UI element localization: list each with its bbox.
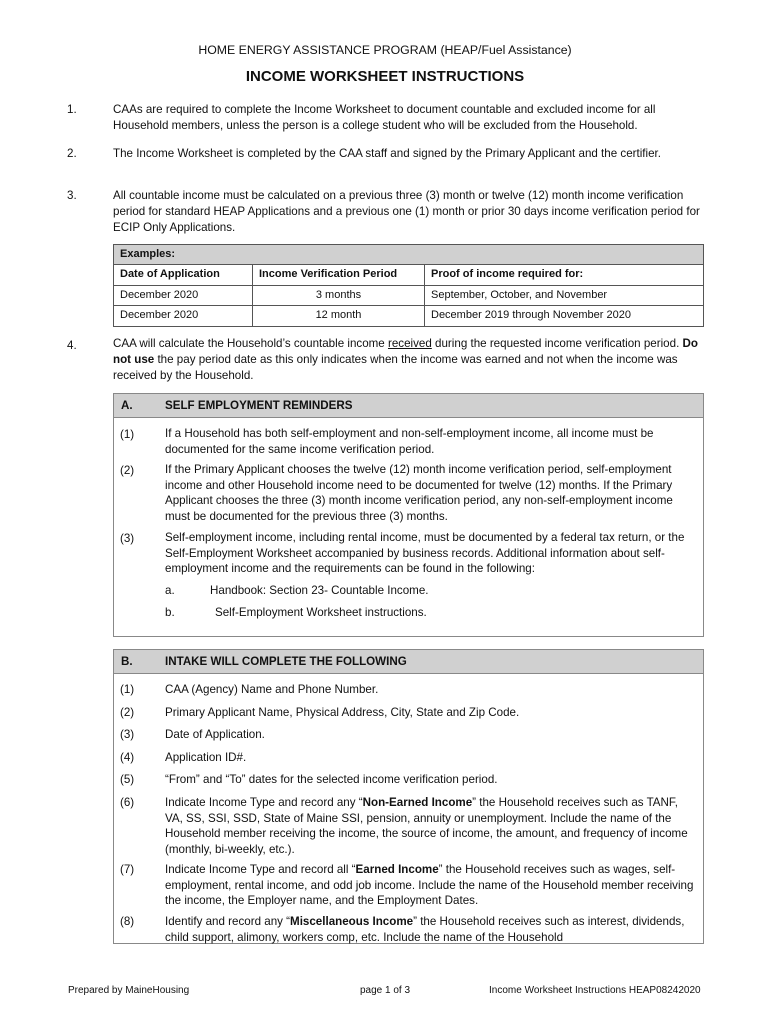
examples-table [113, 244, 704, 327]
item-number: 3. [67, 189, 77, 202]
list-item: Date of Application. [165, 728, 265, 741]
section-a-box [113, 393, 704, 637]
column-header: Proof of income required for: [431, 268, 584, 280]
list-item: Indicate Income Type and record all “Earned Income” the Household receives such as wages, self-employment, rental income, and odd job income. Include the name of the Household member receiving the income, the Employer name, and the Employment Dates. [165, 863, 694, 908]
table-header-row [114, 265, 703, 285]
column-header: Date of Application [114, 265, 253, 285]
column-header: Income Verification Period [253, 265, 425, 285]
sub-item: Handbook: Section 23- Countable Income. [210, 584, 429, 597]
section-b-box [113, 649, 704, 944]
section-letter: A. [121, 399, 133, 412]
item-number: 1. [67, 103, 77, 116]
list-item: If the Primary Applicant chooses the twelve (12) month income verification period, self-employment income and other Household income need to be documented for twelve (12) months. If the Primary Applicant chooses the three (3) month income verification period, any non-self-employment income must be documented for the previous three (3) months. [165, 463, 673, 523]
table-row [114, 305, 703, 326]
item-text: All countable income must be calculated on a previous three (3) month or twelve (12) month income verification period for standard HEAP Applications and a previous one (1) month or prior 30 days income verification period for ECIP Only Applications. [113, 189, 700, 234]
sub-letter: b. [165, 606, 175, 619]
list-number: (3) [120, 532, 135, 545]
item-text: CAAs are required to complete the Income Worksheet to document countable and excluded income for all Household members, unless the person is a college student who will be excluded from the Household. [113, 103, 656, 132]
list-number: (1) [120, 683, 135, 696]
section-heading: INTAKE WILL COMPLETE THE FOLLOWING [165, 655, 407, 668]
section-a-header [114, 394, 703, 418]
table-cell: 3 months [253, 286, 425, 306]
page-title: INCOME WORKSHEET INSTRUCTIONS [245, 68, 525, 85]
section-heading: SELF EMPLOYMENT REMINDERS [165, 399, 353, 412]
table-cell: September, October, and November [431, 288, 608, 301]
list-item: Primary Applicant Name, Physical Address, City, State and Zip Code. [165, 706, 520, 719]
list-item: Identify and record any “Miscellaneous Income” the Household receives such as interest, dividends, child support, alimony, workers comp, etc. Include the name of the Household [165, 915, 685, 944]
list-item: Self-employment income, including rental income, must be documented by a federal tax return, or the Self-Employment Worksheet accompanied by business records. Additional information about self-employment income and the requirements can be found in the following: [165, 531, 685, 576]
footer-left: Prepared by MaineHousing [68, 985, 190, 996]
list-item: “From” and “To” dates for the selected income verification period. [165, 773, 498, 786]
table-cell: December 2020 [114, 306, 253, 326]
table-cell: December 2020 [114, 286, 253, 306]
section-letter: B. [121, 655, 133, 668]
item-text: The Income Worksheet is completed by the CAA staff and signed by the Primary Applicant and the certifier. [113, 147, 661, 160]
list-item: If a Household has both self-employment and non-self-employment income, all income must be documented for the same income verification period. [165, 427, 654, 456]
list-item: CAA (Agency) Name and Phone Number. [165, 683, 379, 696]
list-number: (6) [120, 796, 135, 809]
item-number: 2. [67, 147, 77, 160]
table-cell: December 2019 through November 2020 [431, 309, 631, 321]
item-number: 4. [67, 339, 77, 352]
footer-page-number: page 1 of 3 [360, 985, 411, 996]
list-item: Application ID#. [165, 751, 247, 764]
examples-heading: Examples: [114, 245, 703, 265]
list-item: Indicate Income Type and record any “Non-Earned Income” the Household receives such as TANF, VA, SS, SSI, SSD, State of Maine SSI, pension, annuity or unemployment. Include the name of the Household member receiving the income, the source of income, the amount, and frequency of income (monthly, bi-weekly, etc.). [165, 796, 688, 856]
program-header: HOME ENERGY ASSISTANCE PROGRAM (HEAP/Fuel Assistance) [198, 43, 572, 57]
list-number: (2) [120, 464, 135, 477]
item-text: CAA will calculate the Household’s countable income received during the requested income verification period. Do not use the pay period date as this only indicates when the income was earned and not when the income was received by the Household. [113, 337, 698, 382]
list-number: (2) [120, 706, 135, 719]
list-number: (3) [120, 728, 135, 741]
list-number: (4) [120, 751, 135, 764]
table-cell: 12 month [253, 306, 425, 326]
footer-right: Income Worksheet Instructions HEAP08242020 [489, 985, 701, 996]
sub-item: Self-Employment Worksheet instructions. [215, 606, 427, 619]
list-number: (1) [120, 428, 135, 441]
list-number: (8) [120, 915, 135, 928]
section-b-header [114, 650, 703, 674]
list-number: (5) [120, 773, 135, 786]
sub-letter: a. [165, 584, 175, 597]
list-number: (7) [120, 863, 135, 876]
table-row [114, 285, 703, 306]
